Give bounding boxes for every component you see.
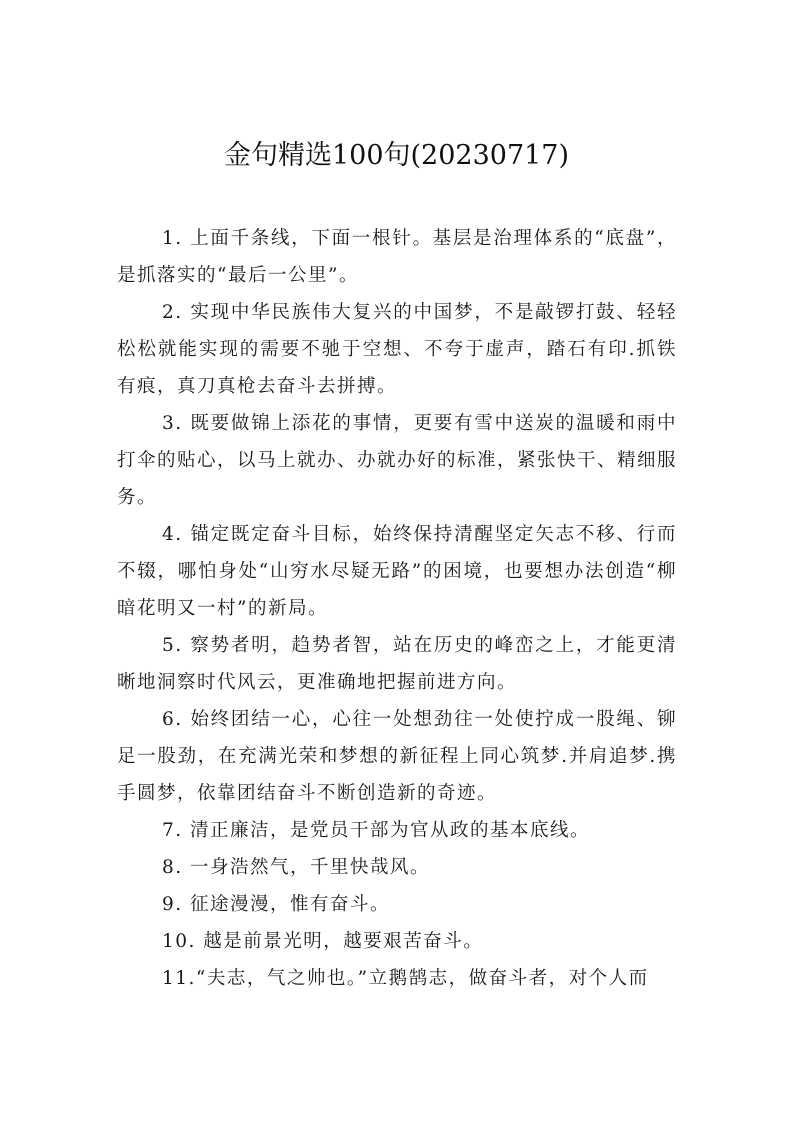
quote-item-4: 4. 锚定既定奋斗目标，始终保持清醒坚定矢志不移、行而不辍，哪怕身处“山穷水尽疑无路”的困境，也要想办法创造“柳暗花明又一村”的新局。 [117, 524, 677, 619]
quote-item-3: 3. 既要做锦上添花的事情，更要有雪中送炭的温暖和雨中打伞的贴心，以马上就办、办就办好的标准，紧张快干、精细服务。 [117, 413, 678, 508]
quote-item-1: 1. 上面千条线，下面一根针。基层是治理体系的“底盘”，是抓落实的“最后一公里”。 [117, 228, 677, 286]
quote-item-9: 9. 征途漫漫，惟有奋斗。 [162, 894, 391, 915]
quote-item-7: 7. 清正廉洁，是党员干部为官从政的基本底线。 [162, 820, 591, 841]
quote-item-10: 10. 越是前景光明，越要艰苦奋斗。 [162, 931, 484, 952]
quote-item-6: 6. 始终团结一心，心往一处想劲往一处使拧成一股绳、铆足一股劲，在充满光荣和梦想的新征程上同心筑梦.并肩追梦.携手圆梦，依靠团结奋斗不断创造新的奇迹。 [117, 709, 677, 804]
quote-item-8: 8. 一身浩然气，千里快哉风。 [162, 857, 431, 878]
quote-item-5: 5. 察势者明，趋势者智，站在历史的峰峦之上，才能更清晰地洞察时代风云，更准确地把握前进方向。 [117, 635, 677, 693]
document-body [117, 220, 677, 997]
quote-item-2: 2. 实现中华民族伟大复兴的中国梦，不是敲锣打鼓、轻轻松松就能实现的需要不驰于空想、不夸于虚声，踏石有印.抓铁有痕，真刀真枪去奋斗去拼搏。 [117, 302, 677, 397]
document-title: 金句精选100句(20230717) [223, 140, 570, 171]
quote-item-11: 11.“夫志，气之帅也。”立鹅鹄志，做奋斗者，对个人而 [162, 968, 649, 989]
